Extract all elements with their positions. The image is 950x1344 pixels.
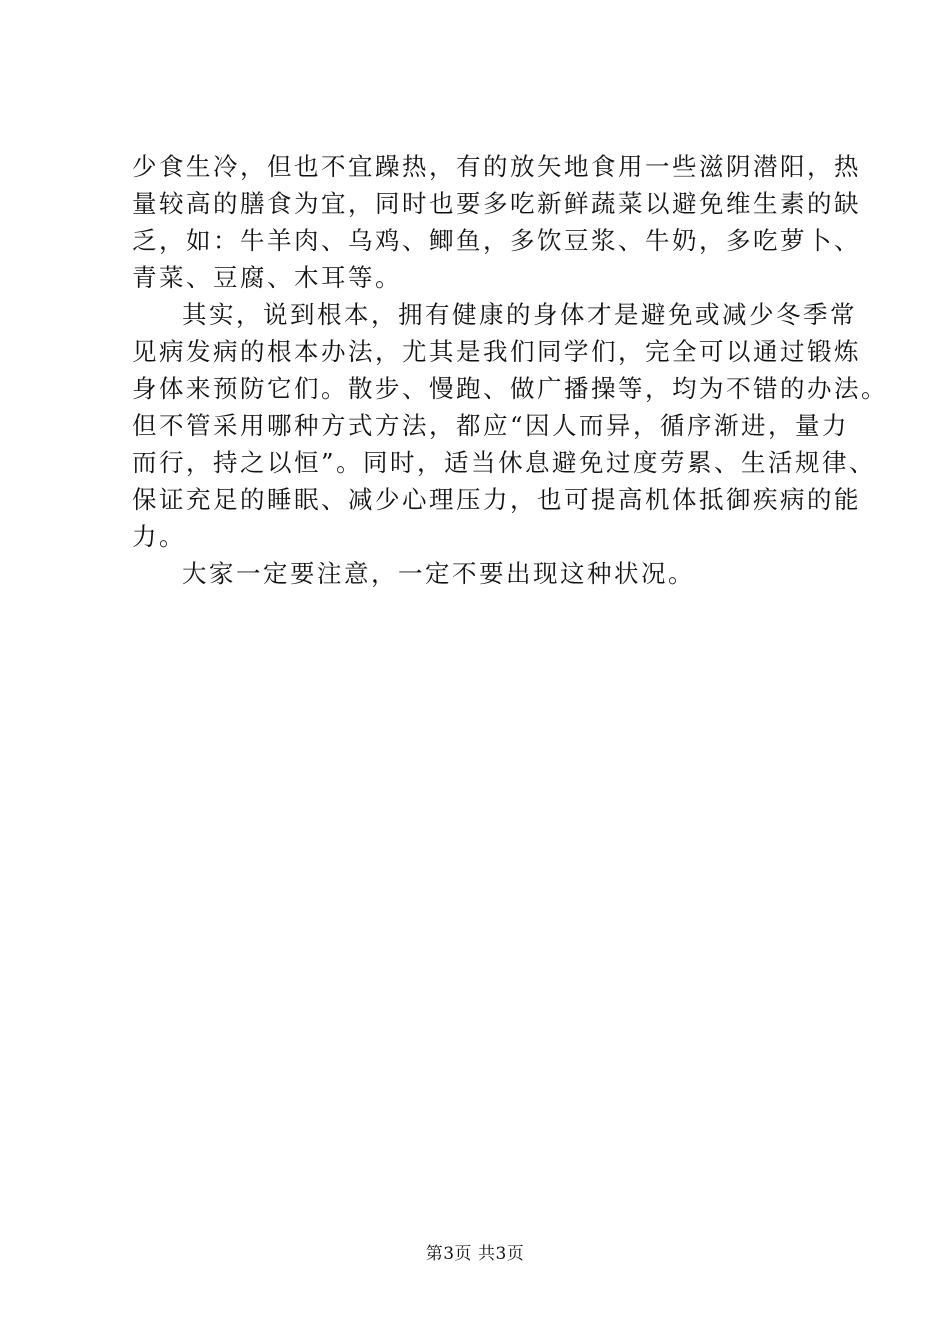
document-body [132,148,888,592]
text-line: 少食生冷，但也不宜躁热，有的放矢地食用一些滋阴潜阳，热 [132,152,861,181]
text-line: 身体来预防它们。散步、慢跑、做广播操等，均为不错的办法。 [132,374,888,403]
page-number-footer: 第3页 共3页 [425,1244,525,1264]
text-line: 保证充足的睡眠、减少心理压力，也可提高机体抵御疾病的能 [132,485,861,514]
text-line: 大家一定要注意，一定不要出现这种状况。 [182,559,695,588]
text-line: 乏，如：牛羊肉、乌鸡、鲫鱼，多饮豆浆、牛奶，多吃萝卜、 [132,226,861,255]
text-line: 青菜、豆腐、木耳等。 [132,263,402,292]
paragraph-diet-advice [132,148,861,296]
text-line: 其实，说到根本，拥有健康的身体才是避免或减少冬季常 [182,300,857,329]
text-line: 量较高的膳食为宜，同时也要多吃新鲜蔬菜以避免维生素的缺 [132,189,861,218]
paragraph-closing-reminder [132,555,848,592]
text-line: 但不管采用哪种方式方法，都应“因人而异，循序渐进，量力 [132,411,850,440]
paragraph-exercise-advice [132,296,888,555]
text-line: 见病发病的根本办法，尤其是我们同学们，完全可以通过锻炼 [132,337,861,366]
text-line: 力。 [132,522,186,551]
text-line: 而行，持之以恒”。同时，适当休息避免过度劳累、生活规律、 [132,448,877,477]
